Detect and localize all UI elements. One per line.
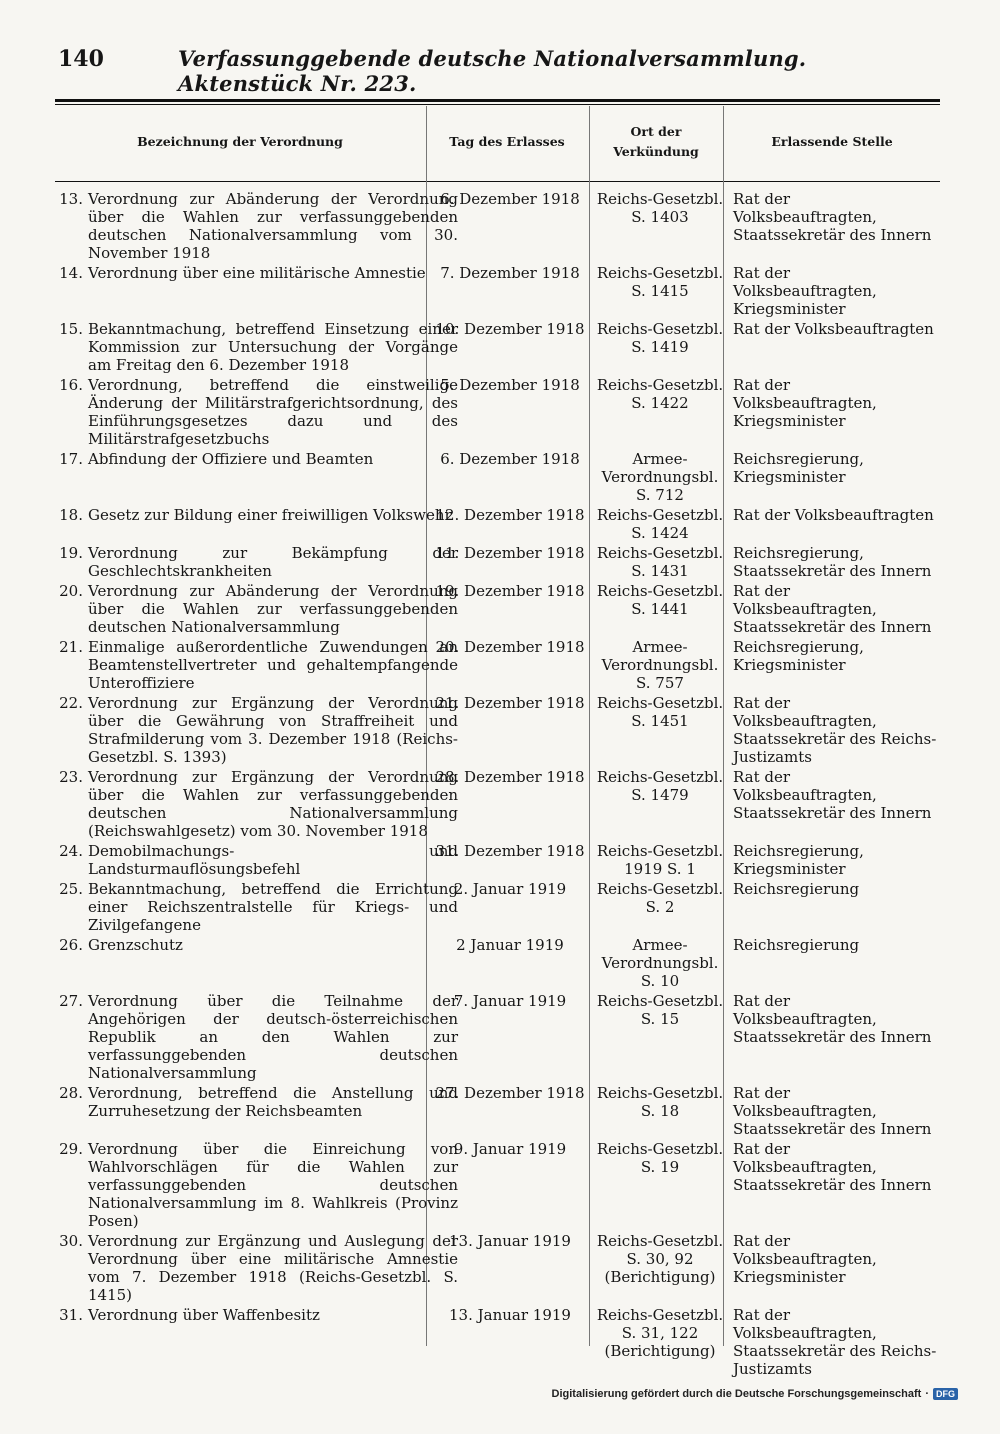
- ordinance-title-text: Verordnung über die Teilnahme der Angehörigen der deutsch-österreichischen Republik an den Wahlen zur verfassunggebenden deutschen Nationalversammlung: [88, 992, 458, 1082]
- ordinance-title: [55, 264, 458, 282]
- ordinance-title: [55, 1306, 458, 1324]
- issuing-authority: Rat der Volksbeauftragten, Staatssekretär des Reichs-Justizamts: [733, 694, 937, 766]
- entry-number: 27.: [59, 992, 83, 1010]
- ordinance-title: [55, 768, 458, 840]
- ordinance-title: [55, 880, 458, 934]
- ordinance-title: [55, 1140, 458, 1230]
- entry-number: 26.: [59, 936, 83, 954]
- page-number: 140: [58, 46, 104, 72]
- publication-place: Armee-Verordnungsbl. S. 712: [601, 450, 719, 504]
- issuing-authority: Rat der Volksbeauftragten, Kriegsminister: [733, 1232, 877, 1286]
- table-row: [55, 694, 940, 766]
- top-double-rule: [55, 99, 940, 102]
- ordinance-title-text: Verordnung über die Einreichung von Wahlvorschlägen für die Wahlen zur verfassunggebenden deutschen Nationalversammlung im 8. Wahlkreis (Provinz Posen): [88, 1140, 458, 1230]
- issuing-authority: Rat der Volksbeauftragten, Staatssekretär des Innern: [733, 582, 932, 636]
- table-row: [55, 992, 940, 1082]
- table-row: [55, 376, 940, 448]
- running-title: Verfassunggebende deutsche Nationalversammlung. Aktenstück Nr. 223.: [178, 46, 807, 96]
- entry-number: 17.: [59, 450, 83, 468]
- issuing-authority: Rat der Volksbeauftragten, Staatssekretär des Innern: [733, 1084, 932, 1138]
- issuing-authority: Rat der Volksbeauftragten: [733, 506, 934, 524]
- ordinance-title: [55, 320, 458, 374]
- ordinance-title-text: Verordnung zur Ergänzung und Auslegung der Verordnung über eine militärische Amnestie vom 7. Dezember 1918 (Reichs-Gesetzbl. S. 1415): [88, 1232, 458, 1304]
- issuing-authority: Rat der Volksbeauftragten: [733, 320, 934, 338]
- entry-number: 16.: [59, 376, 83, 394]
- entry-number: 23.: [59, 768, 83, 786]
- issue-date: 21. Dezember 1918: [435, 694, 585, 712]
- ordinance-title-text: Gesetz zur Bildung einer freiwilligen Volkswehr: [88, 506, 452, 524]
- top-thin-rule: [55, 104, 940, 105]
- publication-place: Reichs-Gesetzbl. S. 1419: [596, 320, 724, 356]
- table-row: [55, 768, 940, 840]
- table-row: [55, 450, 940, 504]
- entry-number: 20.: [59, 582, 83, 600]
- issue-date: 12. Dezember 1918: [435, 506, 585, 524]
- issue-date: 13. Januar 1919: [449, 1232, 571, 1250]
- publication-place: Armee-Verordnungsbl. S. 10: [601, 936, 719, 990]
- table-row: [55, 1306, 940, 1378]
- ordinance-title-text: Grenzschutz: [88, 936, 183, 954]
- header-rule: [55, 181, 940, 182]
- ordinance-title-text: Verordnung, betreffend die Anstellung und Zurruhesetzung der Reichsbeamten: [88, 1084, 458, 1120]
- ordinance-title-text: Verordnung, betreffend die einstweilige Änderung der Militärstrafgerichtsordnung, des Einführungsgesetzes dazu und des Militärstrafgesetzbuchs: [88, 376, 458, 448]
- entry-number: 25.: [59, 880, 83, 898]
- issuing-authority: Rat der Volksbeauftragten, Kriegsminister: [733, 264, 877, 318]
- ordinance-title: [55, 376, 458, 448]
- entry-number: 30.: [59, 1232, 83, 1250]
- issue-date: 2. Januar 1919: [453, 880, 567, 898]
- issue-date: 6. Dezember 1918: [440, 190, 580, 208]
- issuing-authority: Reichsregierung, Staatssekretär des Innern: [733, 544, 932, 580]
- issuing-authority: Rat der Volksbeauftragten, Staatssekretär des Innern: [733, 992, 932, 1046]
- publication-place: Reichs-Gesetzbl. S. 15: [596, 992, 724, 1028]
- issue-date: 20. Dezember 1918: [435, 638, 585, 656]
- ordinance-title-text: Verordnung zur Ergänzung der Verordnung über die Wahlen zur verfassunggebenden deutschen Nationalversammlung (Reichswahlgesetz) vom 30. November 1918: [88, 768, 458, 840]
- publication-place: Reichs-Gesetzbl. S. 1479: [596, 768, 724, 804]
- column-header-place: Ort der Verkündung: [613, 124, 699, 159]
- dfg-logo: DFG: [933, 1388, 958, 1400]
- ordinance-title: [55, 638, 458, 692]
- issue-date: 11. Dezember 1918: [435, 544, 585, 562]
- issue-date: 19. Dezember 1918: [435, 582, 585, 600]
- publication-place: Reichs-Gesetzbl. S. 1424: [596, 506, 724, 542]
- column-header-date: Tag des Erlasses: [449, 134, 565, 149]
- ordinance-title-text: Bekanntmachung, betreffend die Errichtung einer Reichszentralstelle für Kriegs- und Zivilgefangene: [88, 880, 458, 934]
- issuing-authority: Rat der Volksbeauftragten, Kriegsminister: [733, 376, 877, 430]
- table-row: [55, 638, 940, 692]
- issuing-authority: Reichsregierung: [733, 936, 860, 954]
- issue-date: 6. Dezember 1918: [440, 450, 580, 468]
- ordinance-title-text: Einmalige außerordentliche Zuwendungen an Beamtenstellvertreter und gehaltempfangende Unteroffiziere: [88, 638, 458, 692]
- ordinance-title-text: Abfindung der Offiziere und Beamten: [88, 450, 374, 468]
- publication-place: Reichs-Gesetzbl. S. 1441: [596, 582, 724, 618]
- issue-date: 7. Januar 1919: [453, 992, 567, 1010]
- entry-number: 21.: [59, 638, 83, 656]
- issue-date: 10. Dezember 1918: [435, 320, 585, 338]
- issue-date: 27. Dezember 1918: [435, 1084, 585, 1102]
- entry-number: 19.: [59, 544, 83, 562]
- ordinance-title: [55, 582, 458, 636]
- publication-place: Reichs-Gesetzbl. S. 30, 92 (Berichtigung): [596, 1232, 724, 1286]
- publication-place: Reichs-Gesetzbl. S. 1431: [596, 544, 724, 580]
- ordinance-title: [55, 506, 458, 524]
- issuing-authority: Rat der Volksbeauftragten, Staatssekretär des Innern: [733, 1140, 932, 1194]
- issue-date: 28. Dezember 1918: [435, 768, 585, 786]
- column-header-authority: Erlassende Stelle: [771, 134, 893, 149]
- table-row: [55, 1232, 940, 1304]
- table-row: [55, 936, 940, 990]
- table-row: [55, 1140, 940, 1230]
- issue-date: 13. Januar 1919: [449, 1306, 571, 1324]
- ordinance-table: [55, 190, 940, 1380]
- ordinance-title: [55, 842, 458, 878]
- publication-place: Reichs-Gesetzbl. S. 31, 122 (Berichtigung): [596, 1306, 724, 1360]
- issue-date: 7. Dezember 1918: [440, 264, 580, 282]
- issuing-authority: Rat der Volksbeauftragten, Staatssekretär des Reichs-Justizamts: [733, 1306, 937, 1378]
- entry-number: 28.: [59, 1084, 83, 1102]
- ordinance-title: [55, 936, 458, 954]
- table-row: [55, 320, 940, 374]
- ordinance-title: [55, 1232, 458, 1304]
- publication-place: Reichs-Gesetzbl. S. 1415: [596, 264, 724, 300]
- ordinance-title-text: Verordnung über Waffenbesitz: [88, 1306, 320, 1324]
- ordinance-title: [55, 1084, 458, 1120]
- issue-date: 5. Dezember 1918: [440, 376, 580, 394]
- page-header: [58, 44, 938, 96]
- table-row: [55, 582, 940, 636]
- publication-place: Reichs-Gesetzbl. S. 19: [596, 1140, 724, 1176]
- table-row: [55, 880, 940, 934]
- ordinance-title-text: Verordnung zur Abänderung der Verordnung über die Wahlen zur verfassunggebenden deutschen Nationalversammlung vom 30. November 1918: [88, 190, 458, 262]
- table-row: [55, 544, 940, 580]
- issuing-authority: Reichsregierung, Kriegsminister: [733, 450, 864, 486]
- publication-place: Reichs-Gesetzbl. S. 2: [596, 880, 724, 916]
- issue-date: 2 Januar 1919: [456, 936, 564, 954]
- entry-number: 13.: [59, 190, 83, 208]
- ordinance-title-text: Verordnung über eine militärische Amnestie: [88, 264, 426, 282]
- issuing-authority: Rat der Volksbeauftragten, Staatssekretär des Innern: [733, 768, 932, 822]
- footer-text: Digitalisierung gefördert durch die Deutsche Forschungsgemeinschaft: [551, 1388, 922, 1400]
- issuing-authority: Reichsregierung, Kriegsminister: [733, 842, 864, 878]
- ordinance-title-text: Verordnung zur Abänderung der Verordnung über die Wahlen zur verfassunggebenden deutschen Nationalversammlung: [88, 582, 458, 636]
- entry-number: 15.: [59, 320, 83, 338]
- ordinance-title-text: Verordnung zur Ergänzung der Verordnung über die Gewährung von Straffreiheit und Strafmilderung vom 3. Dezember 1918 (Reichs-Gesetzbl. S. 1393): [88, 694, 458, 766]
- table-row: [55, 190, 940, 262]
- table-row: [55, 264, 940, 318]
- publication-place: Reichs-Gesetzbl. S. 1403: [596, 190, 724, 226]
- publication-place: Reichs-Gesetzbl. S. 1422: [596, 376, 724, 412]
- issuing-authority: Reichsregierung: [733, 880, 860, 898]
- table-row: [55, 842, 940, 878]
- publication-place: Reichs-Gesetzbl. S. 18: [596, 1084, 724, 1120]
- ordinance-title-text: Demobilmachungs- und Landsturmauflösungsbefehl: [88, 842, 458, 878]
- issue-date: 31. Dezember 1918: [435, 842, 585, 860]
- ordinance-title-text: Bekanntmachung, betreffend Einsetzung einer Kommission zur Untersuchung der Vorgänge am Freitag den 6. Dezember 1918: [88, 320, 458, 374]
- table-row: [55, 506, 940, 542]
- ordinance-title: [55, 992, 458, 1082]
- table-row: [55, 1084, 940, 1138]
- entry-number: 22.: [59, 694, 83, 712]
- entry-number: 29.: [59, 1140, 83, 1158]
- entry-number: 24.: [59, 842, 83, 860]
- entry-number: 31.: [59, 1306, 83, 1324]
- publication-place: Armee-Verordnungsbl. S. 757: [601, 638, 719, 692]
- footer-note: Digitalisierung gefördert durch die Deutsche Forschungsgemeinschaft · DFG: [552, 1388, 958, 1400]
- issue-date: 9. Januar 1919: [453, 1140, 567, 1158]
- publication-place: Reichs-Gesetzbl. S. 1451: [596, 694, 724, 730]
- ordinance-title: [55, 190, 458, 262]
- ordinance-title: [55, 694, 458, 766]
- entry-number: 18.: [59, 506, 83, 524]
- issuing-authority: Rat der Volksbeauftragten, Staatssekretär des Innern: [733, 190, 932, 244]
- issuing-authority: Reichsregierung, Kriegsminister: [733, 638, 864, 674]
- column-header-name: Bezeichnung der Verordnung: [137, 134, 343, 149]
- ordinance-title: [55, 544, 458, 580]
- ordinance-title: [55, 450, 458, 468]
- entry-number: 14.: [59, 264, 83, 282]
- publication-place: Reichs-Gesetzbl. 1919 S. 1: [596, 842, 724, 878]
- ordinance-title-text: Verordnung zur Bekämpfung der Geschlechtskrankheiten: [88, 544, 458, 580]
